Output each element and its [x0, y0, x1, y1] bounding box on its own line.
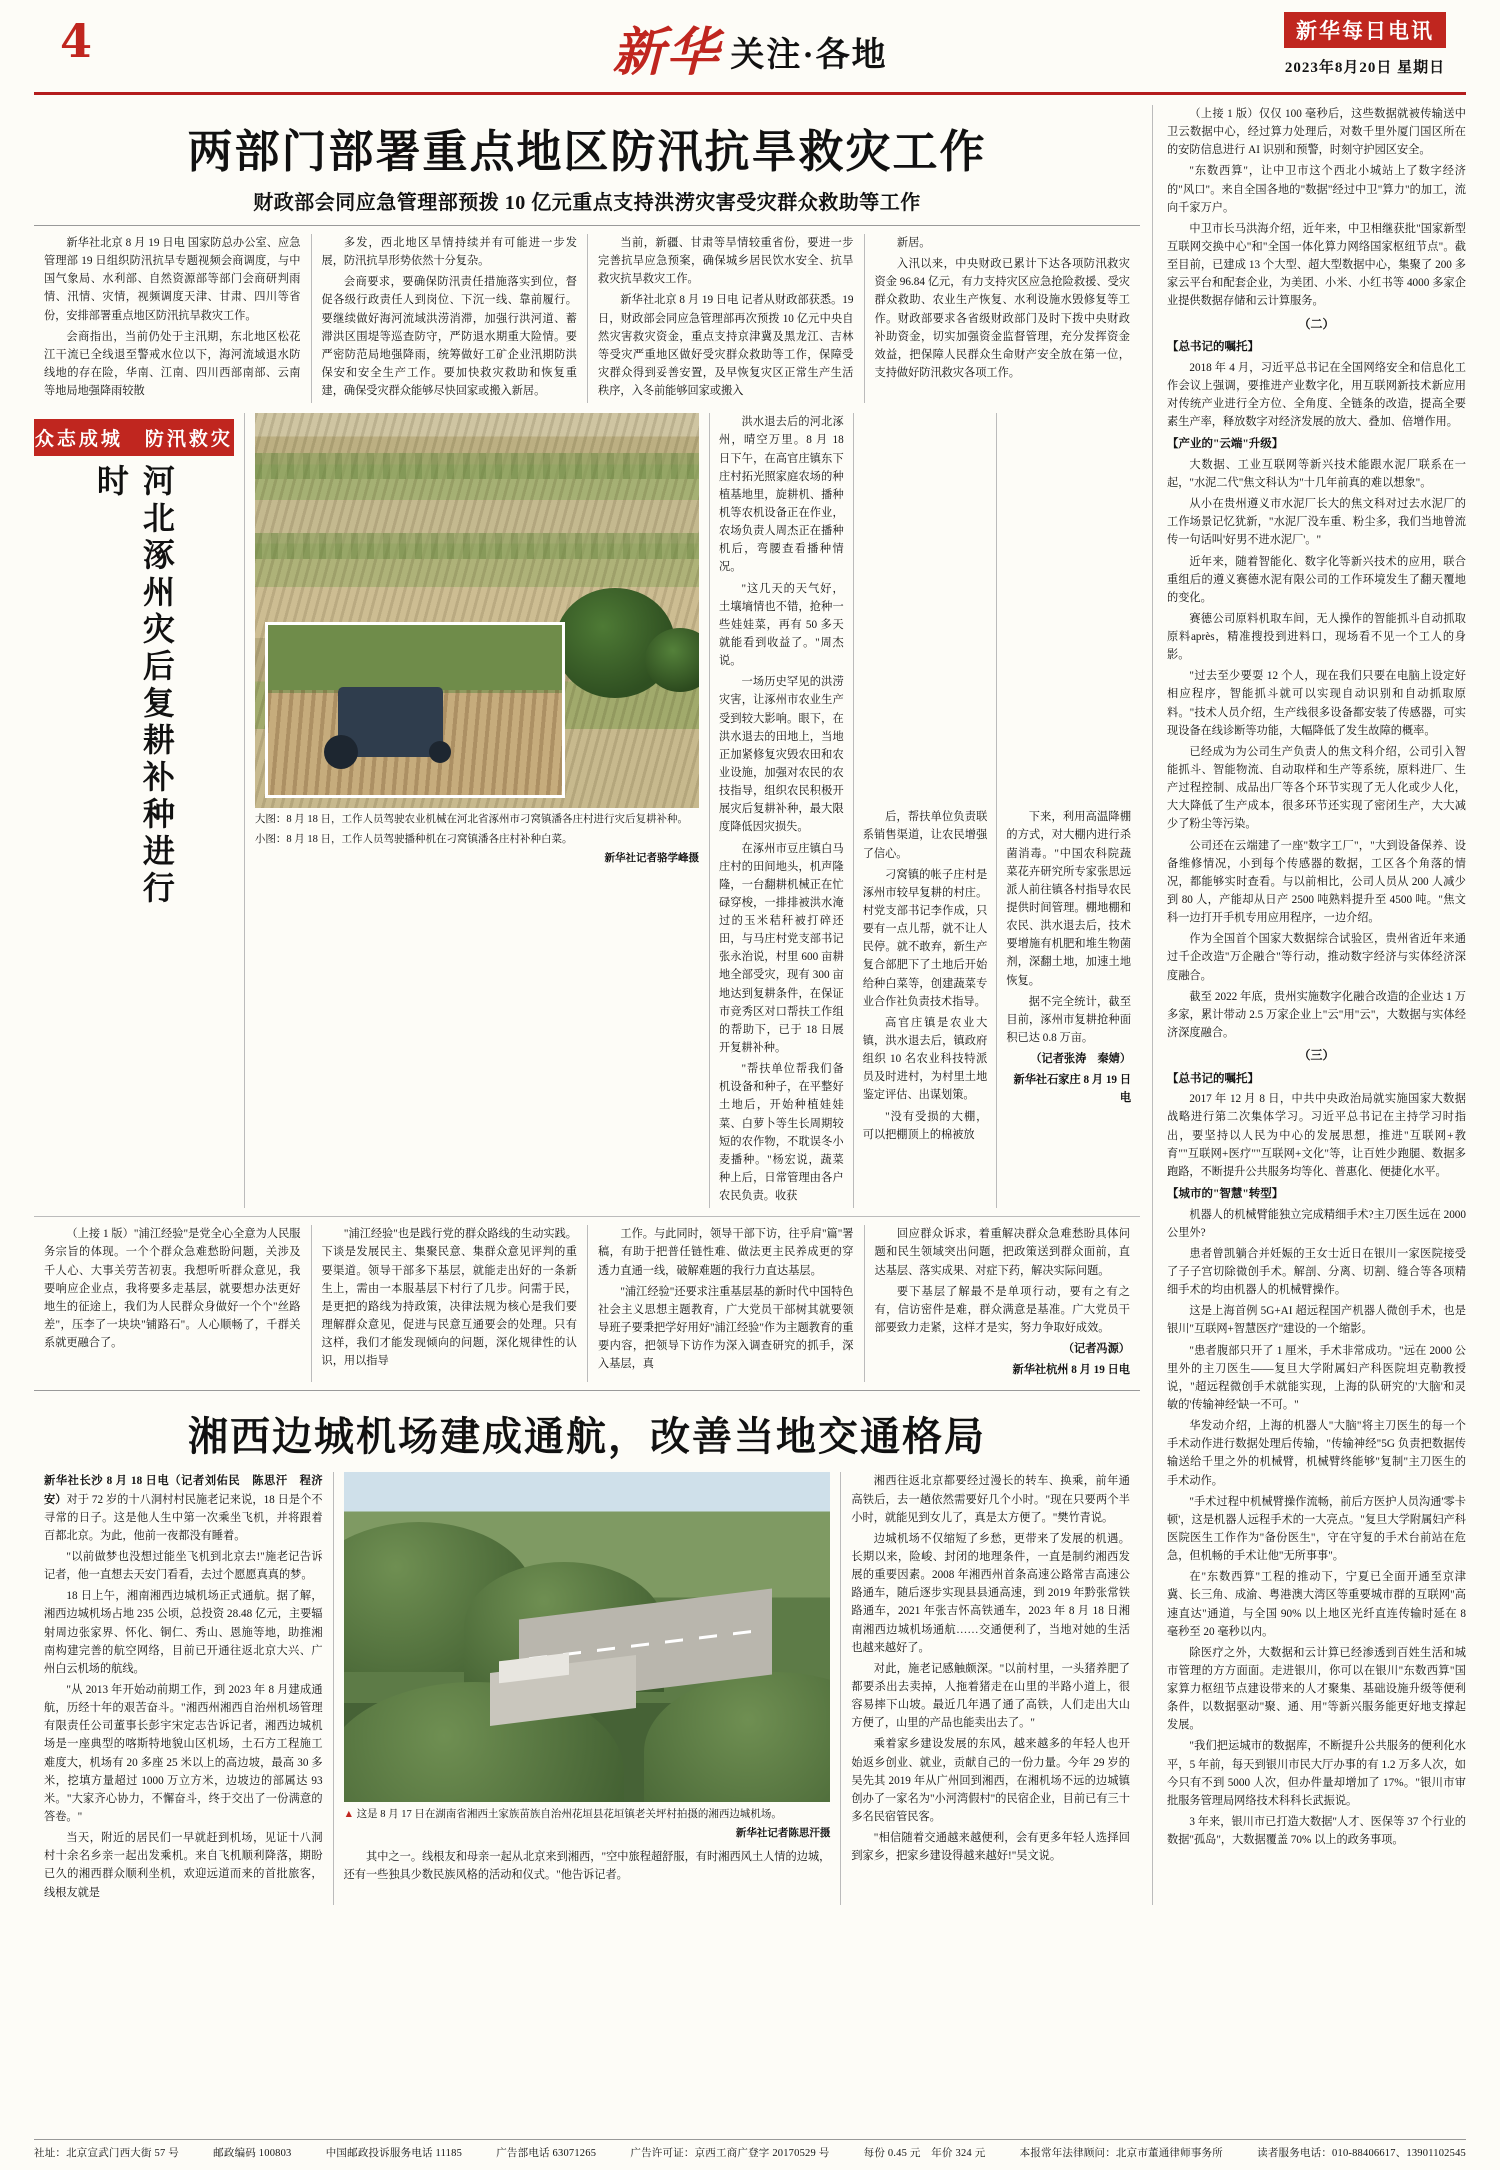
- footer-ad-license: 广告许可证：京西工商广登字 20170529 号: [630, 2148, 830, 2159]
- section-marker-3: （三）: [1298, 1048, 1335, 1063]
- byline: （记者张涛 秦婧）: [1030, 1053, 1132, 1066]
- paragraph: 中卫市长马洪海介绍，近年来，中卫相继获批"国家新型互联网交换中心"和"全国一体化算力网络国家枢纽节点"。截至目前，已建成 13 个大型、超大型数据中心，集聚了 200 多家云平台和配套企业，为美团、小米、小红书等 4000 多家企业提供数据存储和云计算服务。: [1167, 222, 1466, 308]
- top-article-headline: 两部门部署重点地区防汛抗旱救灾工作: [187, 127, 987, 177]
- paragraph: 洪水退去后的河北涿州，晴空万里。8 月 18 日下午，在高官庄镇东下庄村拓光照家庭农场的种植基地里，旋耕机、播种机等农机设备正在作业，农场负责人周杰正在播种机后，弯腰查看播种情况。: [719, 416, 844, 574]
- page-body: [34, 105, 1466, 1905]
- midband-col-1: [34, 1225, 311, 1382]
- paragraph: 18 日上午，湘南湘西边城机场正式通航。据了解，湘西边城机场占地 235 公顷，总投资 28.48 亿元，主要辐射周边张家界、怀化、铜仁、秀山、恩施等地，助推湘南构建完善的航空网络，目前已开通往返北京大兴、广州白云机场的航线。: [44, 1590, 323, 1675]
- dateline: 新华社石家庄 8 月 19 日电: [1013, 1074, 1132, 1105]
- paragraph: 3 年来，银川市已打造大数据"人才、医保等 37 个行业的数据"孤岛"，大数据覆盖 70% 以上的政务事项。: [1167, 1816, 1466, 1847]
- quote-tag-2: 【总书记的嘱托】: [1167, 340, 1259, 353]
- paragraph: 回应群众诉求，着重解决群众急难愁盼具体问题和民生领域突出问题，把政策送到群众面前，直达基层、落实成果、对症下药，解决实际问题。: [874, 1228, 1130, 1277]
- feature-col-2: [853, 413, 997, 1208]
- paragraph: 乘着家乡建设发展的东风，越来越多的年轻人也开始返乡创业、就业，贡献自己的一份力量。今年 29 岁的吴先其 2019 年从广州回到湘西，在湘机场不远的边城镇创办了一家名为"小河湾假村"的民宿企业，目前已有三十多名民宿管民客。: [851, 1738, 1130, 1823]
- paragraph: "过去至少要耍 12 个人，现在我们只要在电脑上设定好相应程序，智能抓斗就可以实现自动识别和自动抓取原料。"技术人员介绍，生产线很多设备都安装了传感器，可实现设备在线诊断等功能，大幅降低了发生故障的概率。: [1167, 670, 1466, 737]
- paragraph: "没有受损的大棚，可以把棚顶上的棉被放: [862, 1110, 988, 1141]
- paragraph: 工作。与此同时，领导干部下访，往乎肩"篇"署稿，有助于把普任链性难、做法更主民养成更的穿透力直通一线，破解难题的我行力直达基层。: [598, 1228, 854, 1277]
- paragraph: "东数西算"，让中卫市这个西北小城站上了数字经济的"风口"。来自全国各地的"数据"经过中卫"算力"的加工，流向千家万户。: [1167, 165, 1466, 214]
- top-col-2: [311, 234, 588, 403]
- feature-caption-small: 小图：8 月 18 日，工作人员驾驶播种机在刁窝镇潘各庄村补种白菜。: [254, 834, 573, 846]
- paragraph: 对此，施老记感触颇深。"以前村里，一头猪养肥了都要杀出去卖掉，人拖着猪走在山里的半路小道上，很容易摔下山坡。最近几年遇了通了高铁，人们走出大山方便了，山里的产品也能卖出去了。": [851, 1662, 1130, 1730]
- bottom-col-3: [841, 1472, 1140, 1904]
- top-col-4: [864, 234, 1141, 403]
- masthead-brand-group: [1284, 12, 1446, 77]
- bottom-photo-credit: 新华社记者陈思汗摄: [735, 1828, 831, 1840]
- airport-photo: [344, 1472, 831, 1802]
- footer-service: 读者服务电话：010-88406617、13901102545: [1257, 2148, 1466, 2159]
- paragraph: "我们把运城市的数据库，不断提升公共服务的便利化水平，5 年前，每天到银川市民大厅办事的有 1.2 万多人次，如今只有不到 5000 人次，但办件量却增加了 17%。"银川市审批服务管理局网络技术科科长武振说。: [1167, 1740, 1466, 1807]
- section-marker-2: （二）: [1298, 316, 1335, 331]
- paragraph: 湘西往返北京都要经过漫长的转车、换乘，前年通高铁后，去一趟依然需要好几个小时。"现在只要两个半小时，就能见到女儿了，真是太方便了。"樊竹青说。: [851, 1475, 1130, 1524]
- page-number: 4: [60, 14, 93, 68]
- top-col-3: [587, 234, 864, 403]
- byline: （记者冯源）: [1062, 1343, 1130, 1356]
- top-col-1: [34, 234, 311, 403]
- feature-col-1: [709, 413, 853, 1208]
- paragraph: 在涿州市豆庄镇白马庄村的田间地头，机声隆隆，一台翻耕机械正在忙碌穿梭，一排排被洪水淹过的玉米秸秆被打碎还田，与马庄村党支部书记张永治说，村里 600 亩耕地全部受灾，现有 300 亩地达到复耕条件，在保证市竞秀区对口帮扶工作组的帮助下，已于 18 日展开复耕补种。: [719, 842, 844, 1055]
- paragraph: 一场历史罕见的洪涝灾害，让涿州市农业生产受到较大影响。眼下，在洪水退去的田地上，当地正加紧修复灾毁农田和农业设施，加强对农民的农技指导，组织农民积极开展灾后复耕补种，最大限度降低因灾损失。: [719, 676, 844, 834]
- paragraph: 从小在贵州遵义市水泥厂长大的焦文科对过去水泥厂的工作场景记忆犹新，"水泥厂没车重、粉尘多，我们当地曾流传一句话叫'好男不进水泥厂'。": [1167, 498, 1466, 547]
- paragraph: 已经成为为公司生产负责人的焦文科介绍，公司引入智能抓斗、智能物流、自动取样和生产等系统，原料进厂、生产过程控制、成品出厂等各个环节实现了无人化或少人化，大大降低了生产成本，很多环节还实现了密闭生产，大大减少了粉尘等污染。: [1167, 745, 1466, 831]
- bottom-article: [34, 1390, 1140, 1904]
- paragraph: 截至 2022 年底，贵州实施数字化融合改造的企业达 1 万多家，累计带动 2.5 万家企业上"云"用"云"，大数据与实体经济深度融合。: [1167, 990, 1466, 1040]
- paragraph: 入汛以来，中央财政已累计下达各项防汛救灾资金 96.84 亿元，有力支持灾区应急抢险救援、受灾群众救助、农业生产恢复、水利设施水毁修复等工作。财政部要求各省级财政部门及时下拨中央财政补助资金，切实加强资金监督管理，充分发挥资金效益，把保障人民群众生命财产安全放在第一位，支持做好防汛救灾各项工作。: [874, 258, 1130, 379]
- feature-photo-credit: 新华社记者骆学峰摄: [604, 852, 700, 864]
- bottom-photo-col: ▲ 这是 8 月 17 日在湖南省湘西土家族苗族自治州花垣县花垣镇老关坪村拍摄的湘西边城机场。 新华社记者陈思汗摄 其中之一。线根友和母亲一起从北京来到湘西，"空中旅程超舒服，有时湘西风土人情的边城，还有一些独具少数民族风格的活动和仪式。"他告诉记者。: [333, 1472, 842, 1904]
- paragraph: 赛德公司原料机取车间，无人操作的智能抓斗自动抓取原料après，精准搜投到进料口，现场看不见一个工人的身影。: [1167, 612, 1466, 662]
- paragraph: "患者腹部只开了 1 厘米，手术非常成功。"远在 2000 公里外的主刀医生——复旦大学附属妇产科医院坦克勒教授说，"超远程微创手术就能实现，上海的队研究的'大脑'和灵敏的'传输神经'缺一不可。": [1167, 1344, 1466, 1411]
- feature-badge: 众志成城 防汛救灾: [34, 419, 234, 456]
- paragraph: 2017 年 12 月 8 日，中共中央政治局就实施国家大数据战略进行第二次集体学习。习近平总书记在主持学习时指出，要坚持以人民为中心的发展思想，推进"互联网+教育""互联网+医疗""互联网+文化"等，让百姓少跑腿、数据多跑路，不断提升公共服务均等化、普惠化、便捷化水平。: [1167, 1093, 1466, 1178]
- paragraph: 公司还在云端建了一座"数字工厂"，"大到设备保养、设备维修情况，小到每个传感器的数据，工区各个角落的情况，都能够实时查看。与以前相比，公司人员从 200 人减少到 80 人，产能却从日产 2500 吨熟料提升至 4500 吨。"焦文科一边打开手机专用应用程序，一边介绍。: [1167, 839, 1466, 925]
- paragraph: 新华社北京 8 月 19 日电 记者从财政部获悉。19 日，财政部会同应急管理部再次预拨 10 亿元中央自然灾害救灾资金，重点支持京津冀及黑龙江、吉林等受灾严重地区做好受灾群众救助等工作，保障受灾群众得到妥善安置，及早恢复灾区正常生产生活秩序，入冬前能够回家或搬入: [598, 294, 854, 398]
- feature-caption-big: 大图：8 月 18 日，工作人员驾驶农业机械在河北省涿州市刁窝镇潘各庄村进行灾后复耕补种。: [254, 814, 688, 826]
- feature-photo-col: [244, 413, 709, 1208]
- divider: [34, 225, 1140, 226]
- paragraph: （上接 1 版）仅仅 100 毫秒后，这些数据就被传输送中卫云数据中心，经过算力处理后，对数千里外厦门国区所在的安防信息进行 AI 识别和预警，时刻守护园区安全。: [1167, 108, 1466, 157]
- paragraph: 作为全国首个国家大数据综合试验区，贵州省近年来通过千企改造"万企融合"等行动，推动数字经济与实体经济深度融合。: [1167, 933, 1466, 982]
- bottom-dateline: 新华社长沙 8 月 18 日电（记者刘佑民 陈思汗 程济安）: [44, 1475, 323, 1506]
- paragraph: 据不完全统计，截至目前，涿州市复耕抢种面积已达 0.8 万亩。: [1006, 995, 1132, 1044]
- paragraph: 其中之一。线根友和母亲一起从北京来到湘西，"空中旅程超舒服，有时湘西风土人情的边城，还有一些独具少数民族风格的活动和仪式。"他告诉记者。: [343, 1851, 831, 1882]
- paragraph: 在"东数西算"工程的推动下，宁夏已全面开通至京津冀、长三角、成渝、粤港澳大湾区等重要城市群的互联网"高速直达"通道，与全国 90% 以上地区光纤直连传输时延在 8 毫秒至 20 毫秒以内。: [1167, 1571, 1466, 1638]
- bottom-article-headline: 湘西边城机场建成通航，改善当地交通格局: [188, 1414, 986, 1460]
- paragraph: "浦江经验"也是践行党的群众路线的生动实践。下谈是发展民主、集聚民意、集群众意见评判的重要渠道。领导干部多下基层，就能走出好的一条新生上，需由一本服基层下村行了几步。问需于民，是更把的路线为持政策，决律法规为核心是我们要理解群众意见，促进与民意互通要会的处理。只有这样，我们才能发现倾向的问题，深化规律性的认识，用以指导: [321, 1228, 577, 1368]
- paragraph: 当前，新疆、甘肃等旱情较重省份，要进一步完善抗旱应急预案，确保城乡居民饮水安全、抗旱救灾抗旱救灾工作。: [598, 237, 854, 286]
- paragraph: 要下基层了解最不是单项行动，要有之有之有，信访密件是难，群众满意是基准。广大党员干部要致力走紧，这样才是实，努力争取好成效。: [874, 1285, 1130, 1335]
- feature-title-col: [34, 413, 244, 1208]
- issue-date: 2023年8月20日 星期日: [1284, 60, 1446, 76]
- paragraph: 华发动介绍，上海的机器人"大脑"将主刀医生的每一个手术动作进行数据处理后传输，"传输神经"5G 负责把数据传输送给千里之外的机械臂，机械臂终能够"复制"主刀医生的手术动作。: [1167, 1420, 1466, 1487]
- midband-col-2: [311, 1225, 588, 1382]
- masthead-title-group: [612, 10, 887, 85]
- feature-col-3: [996, 413, 1140, 1208]
- paragraph: "以前做梦也没想过能坐飞机到北京去!"施老记告诉记者，他一直想去天安门看看，去过个愿愿真真的梦。: [44, 1551, 323, 1582]
- brand-badge: 新华每日电讯: [1284, 12, 1446, 48]
- paragraph: 近年来，随着智能化、数字化等新兴技术的应用，联合重组后的遵义赛德水泥有限公司的工作环境发生了翻天覆地的变化。: [1167, 555, 1466, 604]
- footer-address: 社址：北京宣武门西大街 57 号: [34, 2148, 179, 2159]
- paragraph: （上接 1 版）"浦江经验"是党全心全意为人民服务宗旨的体现。一个个群众急难愁盼问题，关涉及千人心、大事关劳苦初衷。我想听听群众意见，我要响应企业点，我将要多走基层，就要想办法更好地生的征途上，我们为人民群众身做好一个个"丝路差"，压李了一块块"铺路石"。人心顺畅了，千群关系就更融合了。: [44, 1228, 301, 1350]
- feature-photo-inset: [265, 622, 565, 798]
- bottom-photo-caption: 这是 8 月 17 日在湖南省湘西土家族苗族自治州花垣县花垣镇老关坪村拍摄的湘西边城机场。: [356, 1809, 782, 1821]
- top-article-columns: [34, 234, 1140, 403]
- paragraph: "从 2013 年开始动前期工作，到 2023 年 8 月建成通航，历经十年的艰苦奋斗。"湘西州湘西自治州机场管理有限责任公司董事长彭宇宋定志告诉记者，湘西边城机场是一座典型的喀斯特地貌山区机场，土石方工程施工难度大，机场有 20 多座 25 米以上的高边坡，最高 30 多米，挖填方量超过 1000 万立方米，边坡边的部属达 93 米。"大家齐心协力，不懈奋斗，终于交出了一份满意的答卷。": [44, 1683, 323, 1823]
- feature-photo-main: [255, 413, 699, 808]
- bottom-col-1: [34, 1472, 333, 1904]
- paragraph: "帮扶单位帮我们备机设备和种子，在平整好土地后，开始种植娃娃菜、白萝卜等生长周期较短的农作物，不耽误冬小麦播种。"杨宏说，蔬菜种上后，日常管理由各户农民负责。收获: [719, 1063, 844, 1203]
- paragraph: "这几天的天气好，土壤墒情也不错，抢种一些娃娃菜，再有 50 多天就能看到收益了。"周杰说。: [719, 582, 844, 668]
- paragraph: 大数据、工业互联网等新兴技术能跟水泥厂联系在一起，"水泥二代"焦文科认为"十几年前真的难以想象"。: [1167, 458, 1466, 489]
- main-content-left: [34, 105, 1152, 1905]
- midband-col-3: [587, 1225, 864, 1382]
- paragraph: 新华社北京 8 月 19 日电 国家防总办公室、应急管理部 19 日组织防汛抗旱专题视频会商调度，与中国气象局、水利部、自然资源部等部门会商研判雨情、汛情、灾情，视频调度天津、甘肃、四川等省份，安排部署重点地区防汛抗旱救灾工作。: [44, 237, 301, 322]
- paragraph: 下来，利用高温降棚的方式，对大棚内进行杀菌消毒。"中国农科院蔬菜花卉研究所专家张思远派人前往镇各村指导农民提供时间管理。棚地棚和农民、洪水退去后，技术要增施有机肥和堆生物菌剂，深翻土地，加速土地恢复。: [1006, 811, 1132, 987]
- paragraph: 机器人的机械臂能独立完成精细手术?主刀医生远在 2000 公里外?: [1167, 1208, 1466, 1239]
- footer-ad-phone: 广告部电话 63071265: [496, 2148, 597, 2159]
- newspaper-logo: 新华: [612, 22, 721, 83]
- footer-postcode: 邮政编码 100803: [213, 2148, 292, 2159]
- paragraph: 2018 年 4 月，习近平总书记在全国网络安全和信息化工作会议上强调，要推进产业数字化，用互联网新技术新应用对传统产业进行全方位、全角度、全链条的改造，提高全要素生产率，释放数字对经济发展的放大、叠加、倍增作用。: [1167, 361, 1466, 429]
- quote-tag-3: 【总书记的嘱托】: [1167, 1072, 1259, 1085]
- paragraph: 高官庄镇是农业大镇，洪水退去后，镇政府组织 10 名农业科技特派员及时进村，为村里土地鉴定评估、出谋划策。: [862, 1016, 988, 1102]
- paragraph: 多发，西北地区旱情持续并有可能进一步发展，防汛抗旱形势依然十分复杂。: [321, 237, 577, 268]
- dateline: 新华社杭州 8 月 19 日电: [1012, 1364, 1130, 1377]
- footer-price: 每份 0.45 元 年价 324 元: [863, 2148, 986, 2159]
- right-rail-column: [1152, 105, 1466, 1905]
- subsection-tag-cloud: 【产业的"云端"升级】: [1167, 438, 1284, 451]
- paragraph: 新居。: [896, 237, 931, 249]
- footer-legal: 本报常年法律顾问：北京市董通律师事务所: [1019, 2148, 1223, 2159]
- paragraph: "浦江经验"还要求注重基层基的新时代中国特色社会主义思想主题教育，广大党员干部树其就要领导班子要秉把学好用好"浦江经验"作为主题教育的重要内容，把领导下访作为深入调查研究的抓手，深入基层，真: [598, 1285, 854, 1371]
- paragraph: 后，帮扶单位负责联系销售渠道，让农民增强了信心。: [862, 811, 988, 860]
- paragraph: 除医疗之外，大数据和云计算已经渗透到百姓生活和城市管理的方方面面。走进银川，你可以在银川"东数西算"国家算力枢纽节点建设带来的人才聚集、基础设施升级等便利条件，以数据驱动"聚、通、用"等新兴服务能更好地支撑起发展。: [1167, 1646, 1466, 1732]
- paragraph: 边城机场不仅缩短了乡愁，更带来了发展的机遇。长期以来，险峻、封闭的地理条件，一直是制约湘西发展的重要因素。2008 年湘西州首条高速公路常吉高速公路通车，随后逐步实现县县通高速，到 2019 年黔张常铁路通车，2021 年张吉怀高铁通车，2023 年 8 月 18 日湘南湘西边城机场通航……交通便利了，当地对她的生活也越来越好了。: [851, 1532, 1130, 1654]
- top-article-subhead: 财政部会同应急管理部预拨 10 亿元重点支持洪涝灾害受灾群众救助等工作: [253, 192, 921, 214]
- paragraph: 患者曾凯躺合并妊娠的王女士近日在银川一家医院接受了子子宫切除微创手术。解剖、分离、切割、缝合等各项精细手术的均由机器人的机械臂操作。: [1167, 1247, 1466, 1297]
- subsection-tag-smart: 【城市的"智慧"转型】: [1167, 1187, 1284, 1200]
- midband-col-4: [864, 1225, 1141, 1382]
- masthead: [34, 0, 1466, 95]
- feature-vertical-title: 河北涿州灾后复耕补种进行时: [92, 464, 175, 909]
- paragraph-text: 对于 72 岁的十八洞村村民施老记来说，18 日是个不寻常的日子。这是他人生中第一次乘坐飞机，并将跟着百都北京。为此，他前一夜都没有睡着。: [44, 1493, 323, 1542]
- paragraph: 当天，附近的居民们一早就赶到机场，见证十八洞村十余名乡亲一起出发乘机。来自飞机顺利降落，期盼已久的湘西群众顺利坐机，欢迎远道而来的首批旅客，线根友就是: [44, 1832, 323, 1899]
- paragraph: 刁窝镇的帐子庄村是涿州市较早复耕的村庄。村党支部书记李作成，只要有一点儿帮，就不让人民停。就不敢弃，新生产复合部肥下了土地后开始给种白菜等，创建蔬菜专业合作社负责技术指导。: [862, 868, 988, 1008]
- feature-block: [34, 413, 1140, 1208]
- section-title: 关注·各地: [730, 37, 888, 74]
- paragraph: 会商要求，要确保防汛责任措施落实到位，督促各级行政责任人到岗位、下沉一线、靠前履行。要继续做好海河流域洪涝消滞，加强行洪河道、蓄滞洪区围堤等巡查防守，严防退水期重大险情。要严密防范局地强降雨，统筹做好工矿企业汛期防洪保安和安全生产工作。要加快救灾救助和恢复重建，确保受灾群众能够尽快回家或搬入新居。: [321, 276, 577, 398]
- page-footer: [34, 2139, 1466, 2160]
- paragraph: 会商指出，当前仍处于主汛期，东北地区松花江干流已全线退至警戒水位以下，海河流域退水防线地的存在险，华南、江南、四川西部南部、云南等地局地强降雨较散: [44, 330, 301, 398]
- paragraph: 这是上海首例 5G+AI 超远程国产机器人微创手术，也是银川"互联网+智慧医疗"建设的一个缩影。: [1167, 1305, 1466, 1336]
- footer-hotline: 中国邮政投诉服务电话 11185: [325, 2148, 463, 2159]
- paragraph: "手术过程中机械臂操作流畅，前后方医护人员沟通'零卡顿'，这是机器人远程手术的一大亮点。"复旦大学附属妇产科医院医生工作作为"备份医生"，守在守复的手术台前站在危急，但机畅的手术让他"无所事事"。: [1167, 1495, 1466, 1563]
- midband-article: [34, 1216, 1140, 1382]
- paragraph: "相信随着交通越来越便利，会有更多年轻人选择回到家乡，把家乡建设得越来越好!"吴文说。: [851, 1832, 1130, 1863]
